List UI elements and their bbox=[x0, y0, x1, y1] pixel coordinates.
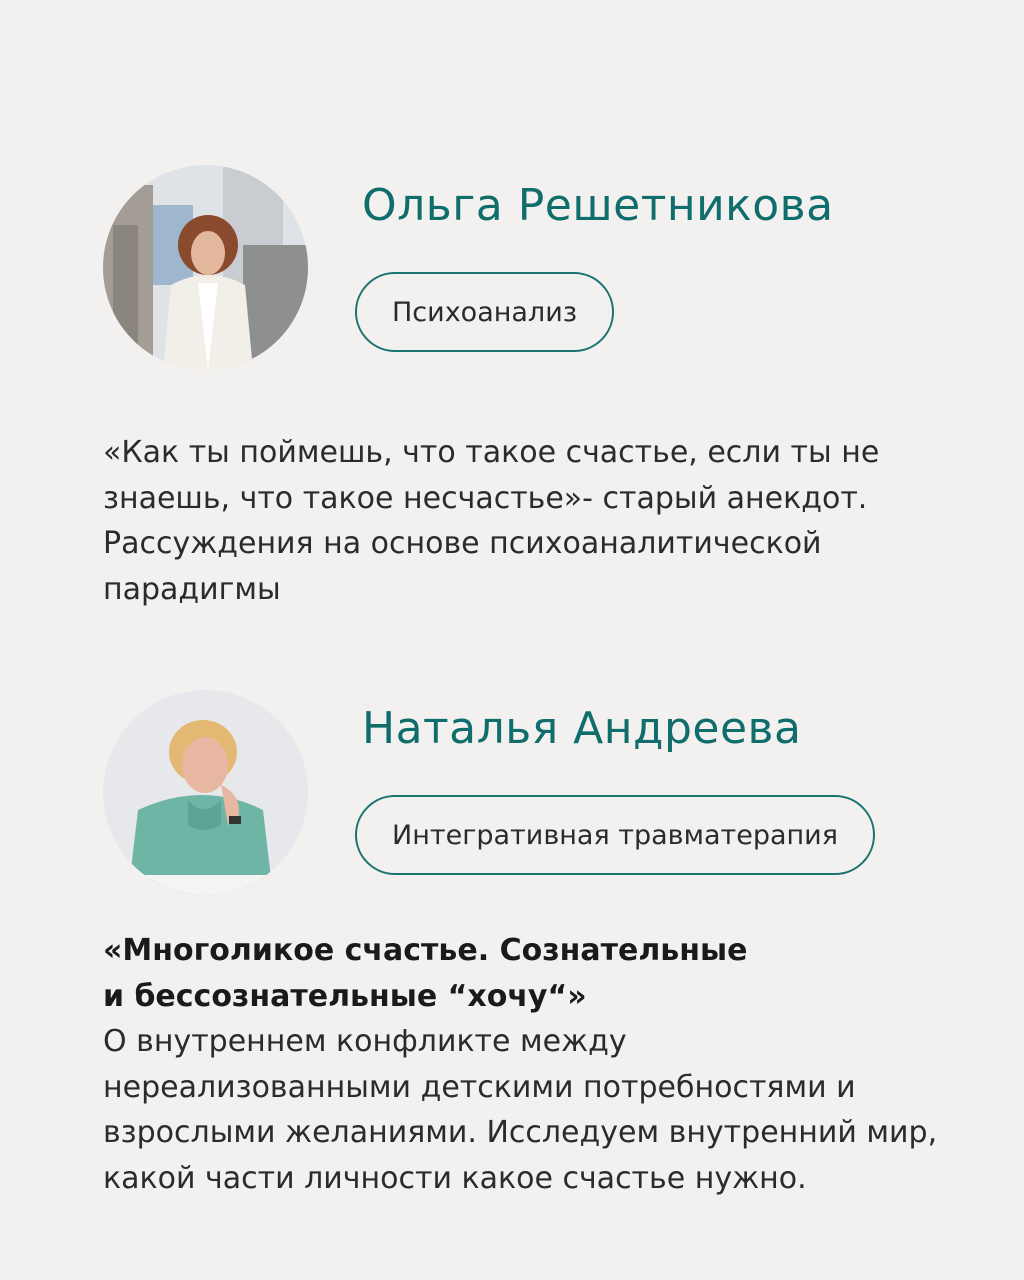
speaker-description bbox=[103, 928, 943, 1201]
avatar-photo bbox=[103, 165, 308, 370]
talk-title-line-1: «Многоликое счастье. Сознательные bbox=[103, 933, 748, 968]
speaker-name: Наталья Андреева bbox=[362, 703, 802, 754]
description-text: «Как ты поймешь, что такое счастье, если ты не знаешь, что такое несчастье»- старый анекдот. Рассуждения на основе психоаналитической парадигмы bbox=[103, 435, 880, 607]
avatar-photo bbox=[103, 690, 308, 895]
talk-title-line-2: и бессознательные “хочу“» bbox=[103, 978, 587, 1014]
topic-tag: Интегративная травматерапия bbox=[355, 795, 875, 875]
speaker-description bbox=[103, 430, 943, 612]
description-text: О внутреннем конфликте между нереализованными детскими потребностями и взрослыми желаниями. Исследуем внутренний мир, какой части личности какое счастье нужно. bbox=[103, 1024, 938, 1196]
topic-tag: Психоанализ bbox=[355, 272, 614, 352]
speaker-name: Ольга Решетникова bbox=[362, 180, 834, 231]
